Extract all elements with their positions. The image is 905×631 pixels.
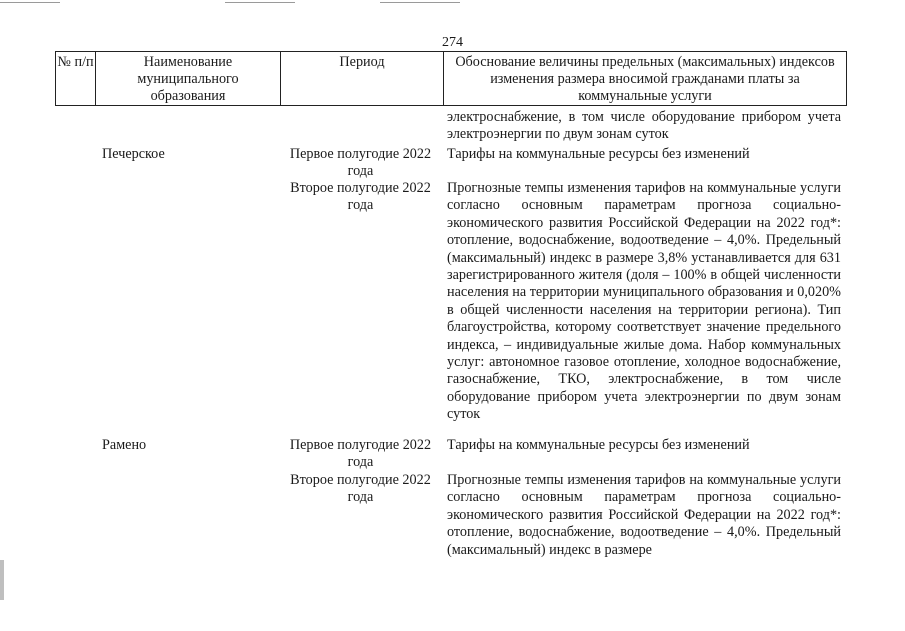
scan-edge-mark bbox=[0, 2, 60, 3]
scan-edge-mark bbox=[380, 2, 460, 3]
basis-first-half: Тарифы на коммунальные ресурсы без изменений bbox=[447, 437, 750, 453]
period-second-half: Второе полугодие 2022 года bbox=[290, 472, 431, 506]
municipality-name: Печерское bbox=[102, 146, 165, 162]
page-number: 274 bbox=[442, 35, 463, 50]
header-municipality-column: Наименование муниципального образования bbox=[96, 52, 281, 105]
header-number-column: № п/п bbox=[56, 52, 96, 105]
header-period-column: Период bbox=[281, 52, 444, 105]
basis-second-half: Прогнозные темпы изменения тарифов на коммунальные услуги согласно основным параметрам прогноза социально-экономического развития Российской Федерации на 2022 год*: отопление, водоснабжение, водоотведение – 4,0%. Предельный (максимальный) индекс в размере bbox=[447, 472, 841, 558]
table-header bbox=[55, 51, 847, 106]
header-basis-column: Обоснование величины предельных (максимальных) индексов изменения размера вносимой гражданами платы за коммунальные услуги bbox=[455, 54, 835, 104]
basis-first-half: Тарифы на коммунальные ресурсы без изменений bbox=[447, 146, 750, 162]
continuation-text: электроснабжение, в том числе оборудование прибором учета электроэнергии по двум зонам суток bbox=[447, 109, 841, 143]
period-second-half: Второе полугодие 2022 года bbox=[290, 180, 431, 214]
basis-second-half: Прогнозные темпы изменения тарифов на коммунальные услуги согласно основным параметрам прогноза социально-экономического развития Российской Федерации на 2022 год*: отопление, водоснабжение, водоотведение – 4,0%. Предельный (максимальный) индекс в размере 3,8% устанавливается для 631 зарегистрированного жителя (доля – 100% в общей численности населения на территории муниципального образования и 0,020% в общей численности населения на территории региона). Тип благоустройства, которому соответствует значение предельного индекса, – индивидуальные жилые дома. Набор коммунальных услуг: автономное газовое отопление, холодное водоснабжение, газоснабжение, ТКО, электроснабжение, в том числе оборудование прибором учета электроэнергии по двум зонам суток bbox=[447, 180, 842, 423]
period-first-half: Первое полугодие 2022 года bbox=[289, 437, 432, 471]
period-first-half: Первое полугодие 2022 года bbox=[289, 146, 432, 180]
scan-edge-mark bbox=[225, 2, 295, 3]
scan-edge-mark bbox=[0, 560, 4, 600]
municipality-name: Рамено bbox=[102, 437, 147, 453]
